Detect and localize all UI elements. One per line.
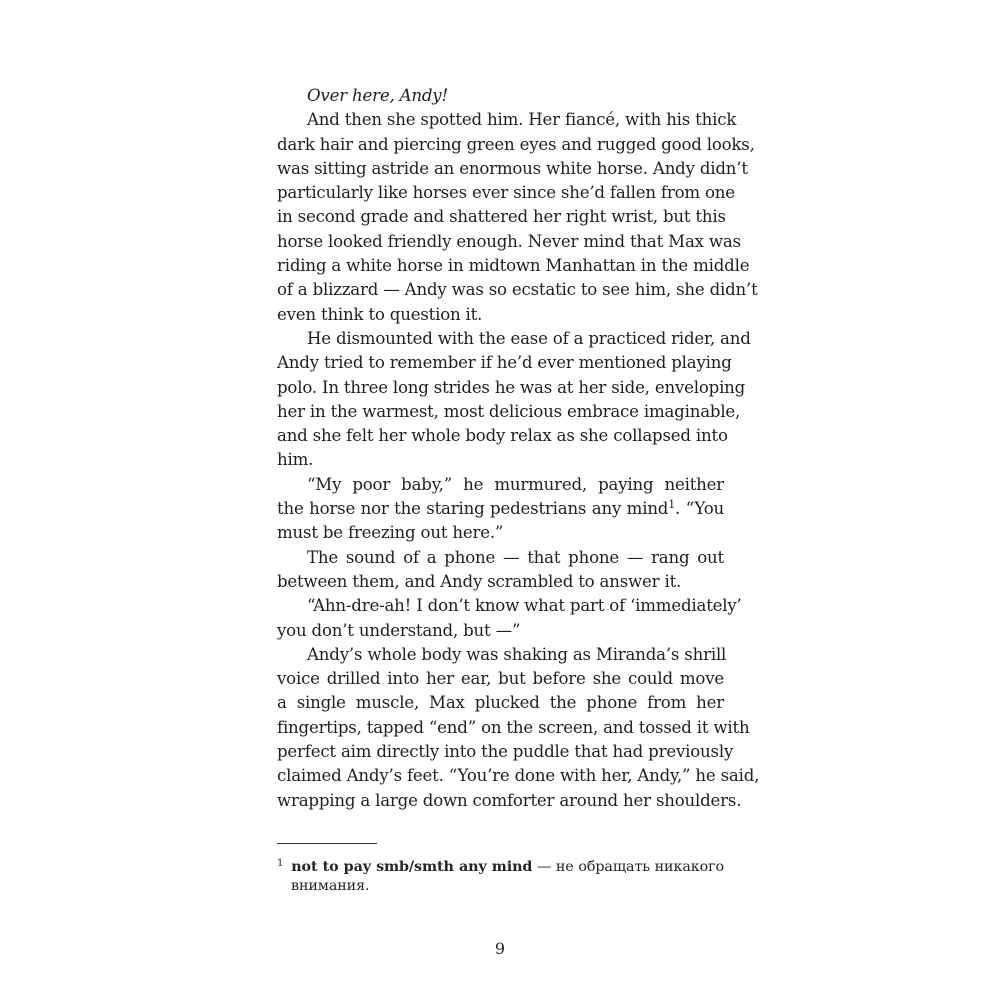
text-line: in second grade and shattered her right wrist, but this	[277, 207, 726, 227]
text-line: The sound of a phone — that phone — rang out	[307, 547, 724, 567]
text-line: you don’t understand, but —”	[277, 620, 521, 640]
text-line: Andy tried to remember if he’d ever mentioned playing	[277, 353, 732, 373]
page-body	[277, 84, 760, 813]
text-line: must be freezing out here.”	[277, 523, 504, 543]
text-line: her in the warmest, most delicious embrace imaginable,	[277, 401, 741, 421]
text-line: polo. In three long strides he was at her side, enveloping	[277, 377, 746, 397]
text-line: fingertips, tapped “end” on the screen, and tossed it with	[277, 717, 750, 737]
text-line: Over here, Andy!	[307, 86, 448, 105]
text-line: horse looked friendly enough. Never mind that Max was	[277, 231, 741, 251]
text-segment: the horse nor the staring pedestrians any mind	[277, 499, 669, 519]
text-segment: . “You	[675, 499, 724, 519]
footnote-definition: — не обращать никакого	[532, 859, 724, 875]
footnote-number: 1	[277, 858, 284, 869]
main-text	[277, 84, 760, 813]
footnote-line: внимания.	[291, 878, 370, 894]
text-line: a single muscle, Max plucked the phone from her	[277, 693, 724, 713]
text-line: dark hair and piercing green eyes and rugged good looks,	[277, 134, 755, 154]
footnote-term: not to pay smb/smth any mind	[291, 859, 533, 875]
text-line: him.	[277, 450, 314, 470]
text-line: perfect aim directly into the puddle that had previously	[277, 742, 734, 762]
text-line: of a blizzard — Andy was so ecstatic to see him, she didn’t	[277, 280, 758, 300]
text-line: “Ahn-dre-ah! I don’t know what part of ‘immediately’	[307, 596, 742, 616]
text-line: between them, and Andy scrambled to answer it.	[277, 571, 682, 591]
text-line: wrapping a large down comforter around her shoulders.	[277, 790, 742, 810]
text-line: Andy’s whole body was shaking as Miranda’s shrill	[307, 644, 727, 664]
text-line: And then she spotted him. Her fiancé, with his thick	[307, 110, 737, 130]
text-line: “My poor baby,” he murmured, paying neither	[307, 474, 724, 494]
text-line	[277, 497, 724, 521]
footnote-reference: 1	[668, 498, 676, 512]
footnote	[277, 853, 724, 897]
text-line: He dismounted with the ease of a practiced rider, and	[307, 328, 751, 348]
text-line: was sitting astride an enormous white horse. Andy didn’t	[277, 158, 748, 178]
text-line: even think to question it.	[277, 304, 483, 324]
text-line: particularly like horses ever since she’d fallen from one	[277, 183, 735, 203]
text-line: riding a white horse in midtown Manhattan in the middle	[277, 256, 750, 276]
footnote-separator	[277, 843, 377, 844]
text-line: and she felt her whole body relax as she collapsed into	[277, 426, 728, 446]
page-number: 9	[494, 939, 506, 958]
text-line: claimed Andy’s feet. “You’re done with her, Andy,” he said,	[277, 766, 760, 786]
text-line: voice drilled into her ear, but before she could move	[277, 669, 724, 689]
footnote-line	[277, 853, 724, 875]
